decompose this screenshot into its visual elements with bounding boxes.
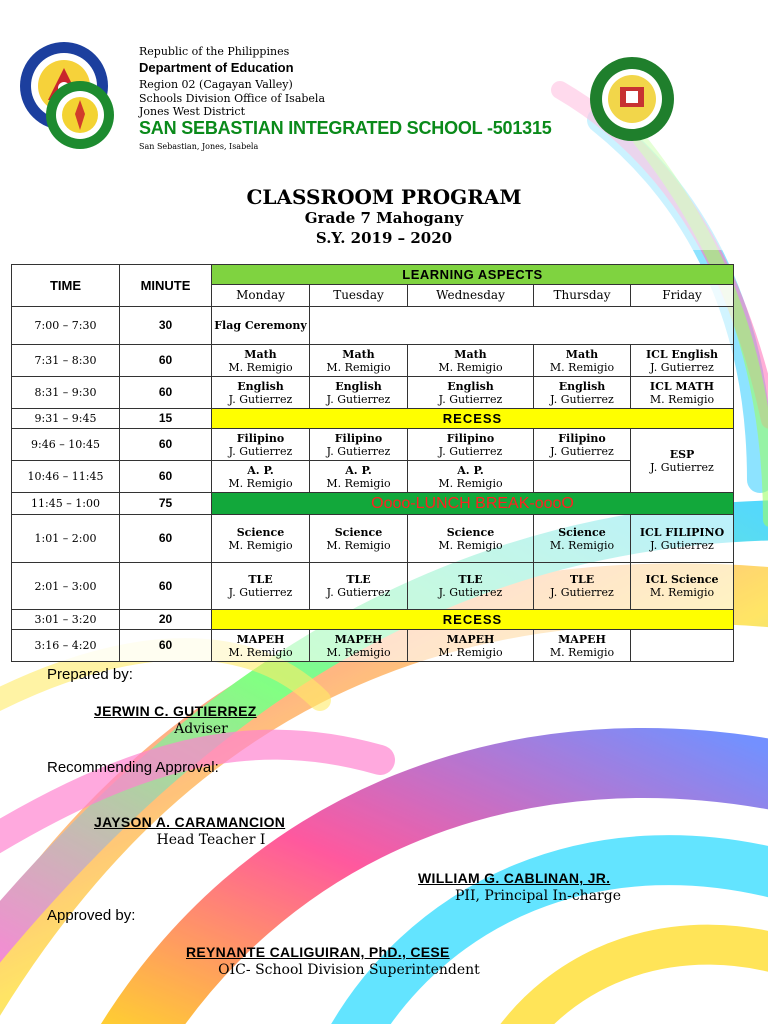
class-cell — [212, 630, 310, 662]
teacher-label: M. Remigio — [549, 360, 615, 374]
subject-label: English — [447, 379, 494, 393]
table-row — [12, 345, 734, 377]
subject-label: MAPEH — [236, 632, 285, 646]
teacher-label: M. Remigio — [228, 476, 293, 490]
teacher-label: J. Gutierrez — [438, 586, 503, 599]
adviser-name: JERWIN C. GUTIERREZ — [94, 703, 257, 719]
schedule-table — [11, 264, 734, 662]
teacher-label: M. Remigio — [438, 476, 503, 490]
minute-cell: 60 — [120, 630, 212, 662]
time-cell: 9:46 – 10:45 — [12, 429, 120, 461]
class-cell — [212, 563, 310, 610]
empty-cell — [534, 461, 631, 493]
class-cell — [408, 515, 534, 563]
school-name: SAN SEBASTIAN INTEGRATED SCHOOL -501315 — [139, 118, 552, 138]
subject-label: English — [335, 379, 382, 393]
teacher-label: J. Gutierrez — [326, 392, 391, 406]
subject-label: Flag Ceremony — [214, 319, 307, 332]
subject-label: ICL FILIPINO — [639, 525, 725, 539]
teacher-label: J. Gutierrez — [550, 444, 614, 458]
empty-cell — [310, 307, 734, 345]
table-row — [12, 307, 734, 345]
minute-cell: 60 — [120, 345, 212, 377]
time-cell: 3:16 – 4:20 — [12, 630, 120, 662]
subject-label: Filipino — [334, 431, 383, 445]
class-cell — [534, 345, 631, 377]
subject-label: A. P. — [247, 463, 274, 477]
table-row — [12, 493, 734, 515]
teacher-label: M. Remigio — [326, 538, 391, 552]
teacher-label: J. Gutierrez — [228, 444, 293, 458]
head-teacher-position: Head Teacher I — [156, 832, 266, 848]
superintendent-name: REYNANTE CALIGUIRAN, PhD., CESE — [186, 944, 450, 960]
minute-cell: 15 — [120, 409, 212, 429]
class-cell — [631, 515, 734, 563]
class-cell — [408, 345, 534, 377]
school-seal-logo — [588, 55, 676, 143]
class-cell — [408, 429, 534, 461]
principal-position: PII, Principal In-charge — [455, 888, 621, 904]
minute-cell: 60 — [120, 429, 212, 461]
subject-label: Filipino — [446, 431, 495, 445]
subject-label: Filipino — [236, 431, 285, 445]
teacher-label: J. Gutierrez — [326, 444, 391, 458]
class-cell — [534, 515, 631, 563]
class-cell — [310, 429, 408, 461]
school-year: S.Y. 2019 – 2020 — [315, 229, 453, 247]
class-cell — [534, 630, 631, 662]
time-cell: 10:46 – 11:45 — [12, 461, 120, 493]
division-line: Schools Division Office of Isabela — [139, 92, 326, 105]
class-cell — [212, 377, 310, 409]
class-cell — [408, 630, 534, 662]
prepared-by-label: Prepared by: — [47, 666, 133, 683]
teacher-label: M. Remigio — [326, 360, 391, 374]
table-row — [12, 610, 734, 630]
teacher-label: M. Remigio — [438, 645, 503, 659]
teacher-label: M. Remigio — [326, 476, 391, 490]
subject-label: English — [237, 379, 284, 393]
day-header-monday: Monday — [212, 285, 310, 307]
subject-label: TLE — [569, 573, 595, 586]
subject-label: A. P. — [345, 463, 372, 477]
time-cell: 2:01 – 3:00 — [12, 563, 120, 610]
class-cell — [212, 345, 310, 377]
teacher-label: J. Gutierrez — [438, 392, 503, 406]
subject-label: Science — [334, 525, 383, 539]
time-cell: 7:31 – 8:30 — [12, 345, 120, 377]
recess-banner: RECESS — [212, 409, 734, 429]
subject-label: English — [558, 379, 606, 393]
class-cell — [534, 377, 631, 409]
subject-label: Science — [236, 525, 285, 539]
region-line: Region 02 (Cagayan Valley) — [139, 78, 293, 91]
document-title: CLASSROOM PROGRAM — [246, 185, 522, 209]
subject-label: TLE — [248, 573, 273, 586]
minute-cell: 30 — [120, 307, 212, 345]
day-header-friday: Friday — [631, 285, 734, 307]
table-row — [12, 409, 734, 429]
table-row — [12, 515, 734, 563]
subject-label: MAPEH — [334, 632, 383, 646]
subject-label: ICL Science — [645, 573, 719, 586]
class-cell — [631, 563, 734, 610]
subject-label: ESP — [669, 447, 695, 461]
subject-label: Science — [558, 525, 606, 539]
time-cell: 11:45 – 1:00 — [12, 493, 120, 515]
class-cell — [212, 461, 310, 493]
teacher-label: J. Gutierrez — [650, 360, 714, 374]
minute-cell: 75 — [120, 493, 212, 515]
time-cell: 9:31 – 9:45 — [12, 409, 120, 429]
day-header-tuesday: Tuesday — [310, 285, 408, 307]
minute-cell: 60 — [120, 461, 212, 493]
time-cell: 3:01 – 3:20 — [12, 610, 120, 630]
subject-label: TLE — [458, 573, 483, 586]
teacher-label: M. Remigio — [228, 360, 293, 374]
approved-by-label: Approved by: — [47, 907, 136, 924]
teacher-label: M. Remigio — [228, 538, 293, 552]
subject-label: ICL MATH — [649, 379, 715, 393]
section-name: Grade 7 Mahogany — [304, 209, 464, 227]
division-seal-logo — [45, 80, 115, 150]
class-cell — [212, 429, 310, 461]
republic-line: Republic of the Philippines — [139, 45, 290, 58]
class-cell — [631, 429, 734, 493]
class-cell — [534, 429, 631, 461]
teacher-label: M. Remigio — [438, 360, 503, 374]
class-cell — [408, 377, 534, 409]
teacher-label: M. Remigio — [649, 392, 715, 406]
adviser-position: Adviser — [174, 721, 228, 737]
teacher-label: J. Gutierrez — [550, 586, 614, 599]
lunch-break-banner: Oooo-LUNCH BREAK-oooO — [212, 493, 734, 515]
learning-aspects-header: LEARNING ASPECTS — [212, 265, 734, 285]
minute-cell: 60 — [120, 515, 212, 563]
teacher-label: M. Remigio — [228, 645, 293, 659]
subject-label: Math — [244, 347, 277, 361]
teacher-label: M. Remigio — [549, 645, 615, 659]
class-cell — [310, 377, 408, 409]
teacher-label: J. Gutierrez — [326, 586, 391, 599]
teacher-label: J. Gutierrez — [228, 586, 293, 599]
teacher-label: M. Remigio — [649, 586, 715, 599]
day-header-thursday: Thursday — [534, 285, 631, 307]
table-row — [12, 461, 734, 493]
col-header-minute: MINUTE — [120, 265, 212, 307]
table-row — [12, 630, 734, 662]
day-header-wednesday: Wednesday — [408, 285, 534, 307]
teacher-label: M. Remigio — [549, 538, 615, 552]
class-cell — [310, 563, 408, 610]
time-cell: 8:31 – 9:30 — [12, 377, 120, 409]
table-row — [12, 429, 734, 461]
subject-label: Math — [454, 347, 487, 361]
class-cell — [310, 345, 408, 377]
subject-label: Math — [565, 347, 599, 361]
class-cell — [631, 377, 734, 409]
teacher-label: J. Gutierrez — [550, 392, 614, 406]
empty-cell — [631, 630, 734, 662]
subject-label: ICL English — [645, 347, 719, 361]
subject-label: TLE — [346, 573, 371, 586]
teacher-label: M. Remigio — [438, 538, 503, 552]
principal-name: WILLIAM G. CABLINAN, JR. — [418, 870, 611, 886]
teacher-label: J. Gutierrez — [438, 444, 503, 458]
class-cell — [534, 563, 631, 610]
superintendent-position: OIC- School Division Superintendent — [218, 962, 480, 978]
time-cell: 7:00 – 7:30 — [12, 307, 120, 345]
teacher-label: J. Gutierrez — [650, 538, 714, 552]
time-cell: 1:01 – 2:00 — [12, 515, 120, 563]
teacher-label: M. Remigio — [326, 645, 391, 659]
district-line: Jones West District — [139, 105, 246, 118]
recommending-approval-label: Recommending Approval: — [47, 759, 219, 776]
teacher-label: J. Gutierrez — [228, 392, 293, 406]
class-cell — [408, 461, 534, 493]
class-cell — [310, 515, 408, 563]
subject-label: Science — [446, 525, 495, 539]
subject-label: Filipino — [558, 431, 606, 445]
subject-label: MAPEH — [446, 632, 495, 646]
teacher-label: J. Gutierrez — [650, 460, 714, 474]
table-row — [12, 563, 734, 610]
department-name: Department of Education — [139, 60, 294, 75]
class-cell — [310, 461, 408, 493]
minute-cell: 20 — [120, 610, 212, 630]
flag-ceremony-cell — [212, 307, 310, 345]
class-cell — [631, 345, 734, 377]
recess-banner: RECESS — [212, 610, 734, 630]
school-address: San Sebastian, Jones, Isabela — [139, 142, 259, 151]
subject-label: MAPEH — [558, 632, 606, 646]
class-cell — [408, 563, 534, 610]
minute-cell: 60 — [120, 377, 212, 409]
subject-label: A. P. — [457, 463, 484, 477]
col-header-time: TIME — [12, 265, 120, 307]
subject-label: Math — [342, 347, 375, 361]
class-cell — [212, 515, 310, 563]
class-cell — [310, 630, 408, 662]
minute-cell: 60 — [120, 563, 212, 610]
head-teacher-name: JAYSON A. CARAMANCION — [94, 814, 286, 830]
table-row — [12, 377, 734, 409]
